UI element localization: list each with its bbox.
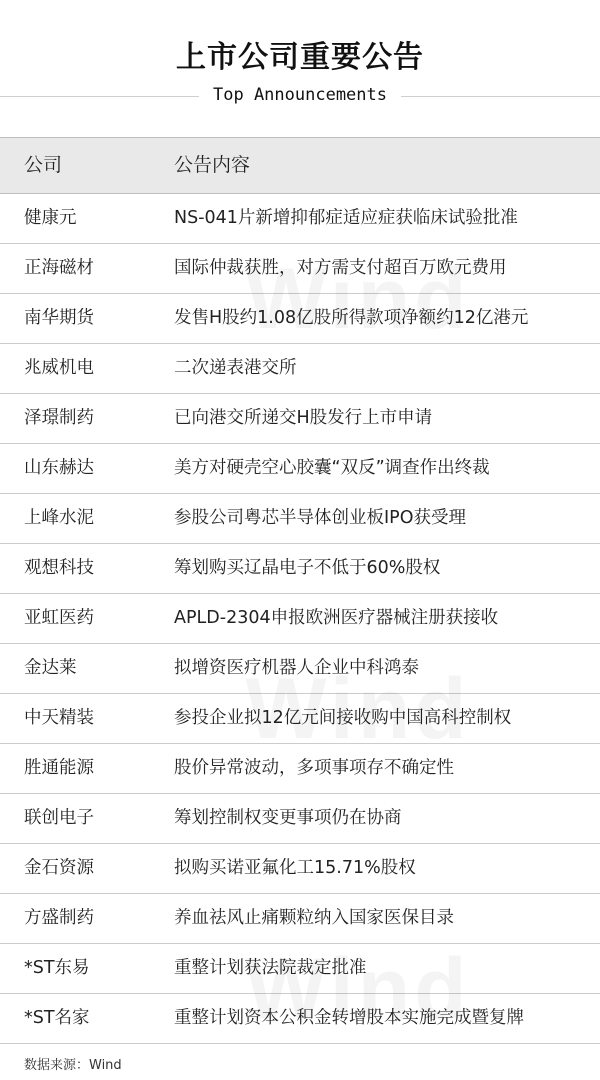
announcement-content: 参投企业拟12亿元间接收购中国高科控制权 — [174, 708, 512, 728]
data-source-note: 数据来源：Wind — [24, 1058, 122, 1073]
table-row — [0, 294, 600, 344]
announcement-content: 拟增资医疗机器人企业中科鸿泰 — [174, 658, 419, 678]
table-row — [0, 644, 600, 694]
page-title: 上市公司重要公告 — [176, 40, 424, 75]
company-name: 金石资源 — [24, 858, 94, 878]
company-name: 中天精装 — [24, 708, 94, 728]
announcement-content: 筹划控制权变更事项仍在协商 — [174, 808, 402, 828]
announcement-content: NS-041片新增抑郁症适应症获临床试验批准 — [174, 208, 518, 228]
company-name: 兆威机电 — [24, 358, 94, 378]
announcement-content: 国际仲裁获胜，对方需支付超百万欧元费用 — [174, 258, 507, 278]
company-name: *ST东易 — [24, 958, 90, 978]
table-row — [0, 444, 600, 494]
company-name: 方盛制药 — [24, 908, 94, 928]
company-name: 联创电子 — [24, 808, 94, 828]
company-name: 亚虹医药 — [24, 608, 94, 628]
company-name: 南华期货 — [24, 308, 94, 328]
table-row — [0, 794, 600, 844]
table-row — [0, 994, 600, 1044]
announcement-content: 已向港交所递交H股发行上市申请 — [174, 408, 433, 428]
column-header-company: 公司 — [24, 154, 63, 176]
table-row — [0, 244, 600, 294]
company-name: 金达莱 — [24, 658, 77, 678]
announcement-content: 参股公司粤芯半导体创业板IPO获受理 — [174, 508, 466, 528]
announcement-content: 筹划购买辽晶电子不低于60%股权 — [174, 558, 441, 578]
company-name: 上峰水泥 — [24, 508, 94, 528]
announcement-content: 美方对硬壳空心胶囊“双反”调查作出终裁 — [174, 458, 490, 478]
table-header — [0, 137, 600, 194]
table-row — [0, 494, 600, 544]
announcement-content: APLD-2304申报欧洲医疗器械注册获接收 — [174, 608, 499, 628]
announcement-content: 重整计划获法院裁定批准 — [174, 958, 367, 978]
announcement-content: 养血祛风止痛颗粒纳入国家医保目录 — [174, 908, 454, 928]
table-row — [0, 744, 600, 794]
announcement-content: 拟购买诺亚氟化工15.71%股权 — [174, 858, 416, 878]
table-body — [0, 194, 600, 1044]
announcement-content: 二次递表港交所 — [174, 358, 297, 378]
column-header-content: 公告内容 — [174, 154, 251, 176]
company-name: 观想科技 — [24, 558, 94, 578]
company-name: 健康元 — [24, 208, 77, 228]
announcement-content: 重整计划资本公积金转增股本实施完成暨复牌 — [174, 1008, 524, 1028]
table-row — [0, 894, 600, 944]
table-row — [0, 394, 600, 444]
company-name: 胜通能源 — [24, 758, 94, 778]
announcement-content: 发售H股约1.08亿股所得款项净额约12亿港元 — [174, 308, 529, 328]
table-row — [0, 544, 600, 594]
table-row — [0, 344, 600, 394]
page-subtitle: Top Announcements — [199, 83, 401, 107]
announcement-content: 股价异常波动，多项事项存不确定性 — [174, 758, 454, 778]
table-row — [0, 194, 600, 244]
company-name: 正海磁材 — [24, 258, 94, 278]
table-row — [0, 694, 600, 744]
company-name: 泽璟制药 — [24, 408, 94, 428]
company-name: *ST名家 — [24, 1008, 90, 1028]
table-row — [0, 594, 600, 644]
company-name: 山东赫达 — [24, 458, 94, 478]
header — [0, 0, 600, 136]
table-row — [0, 944, 600, 994]
table-row — [0, 844, 600, 894]
announcements-table — [0, 137, 600, 1044]
